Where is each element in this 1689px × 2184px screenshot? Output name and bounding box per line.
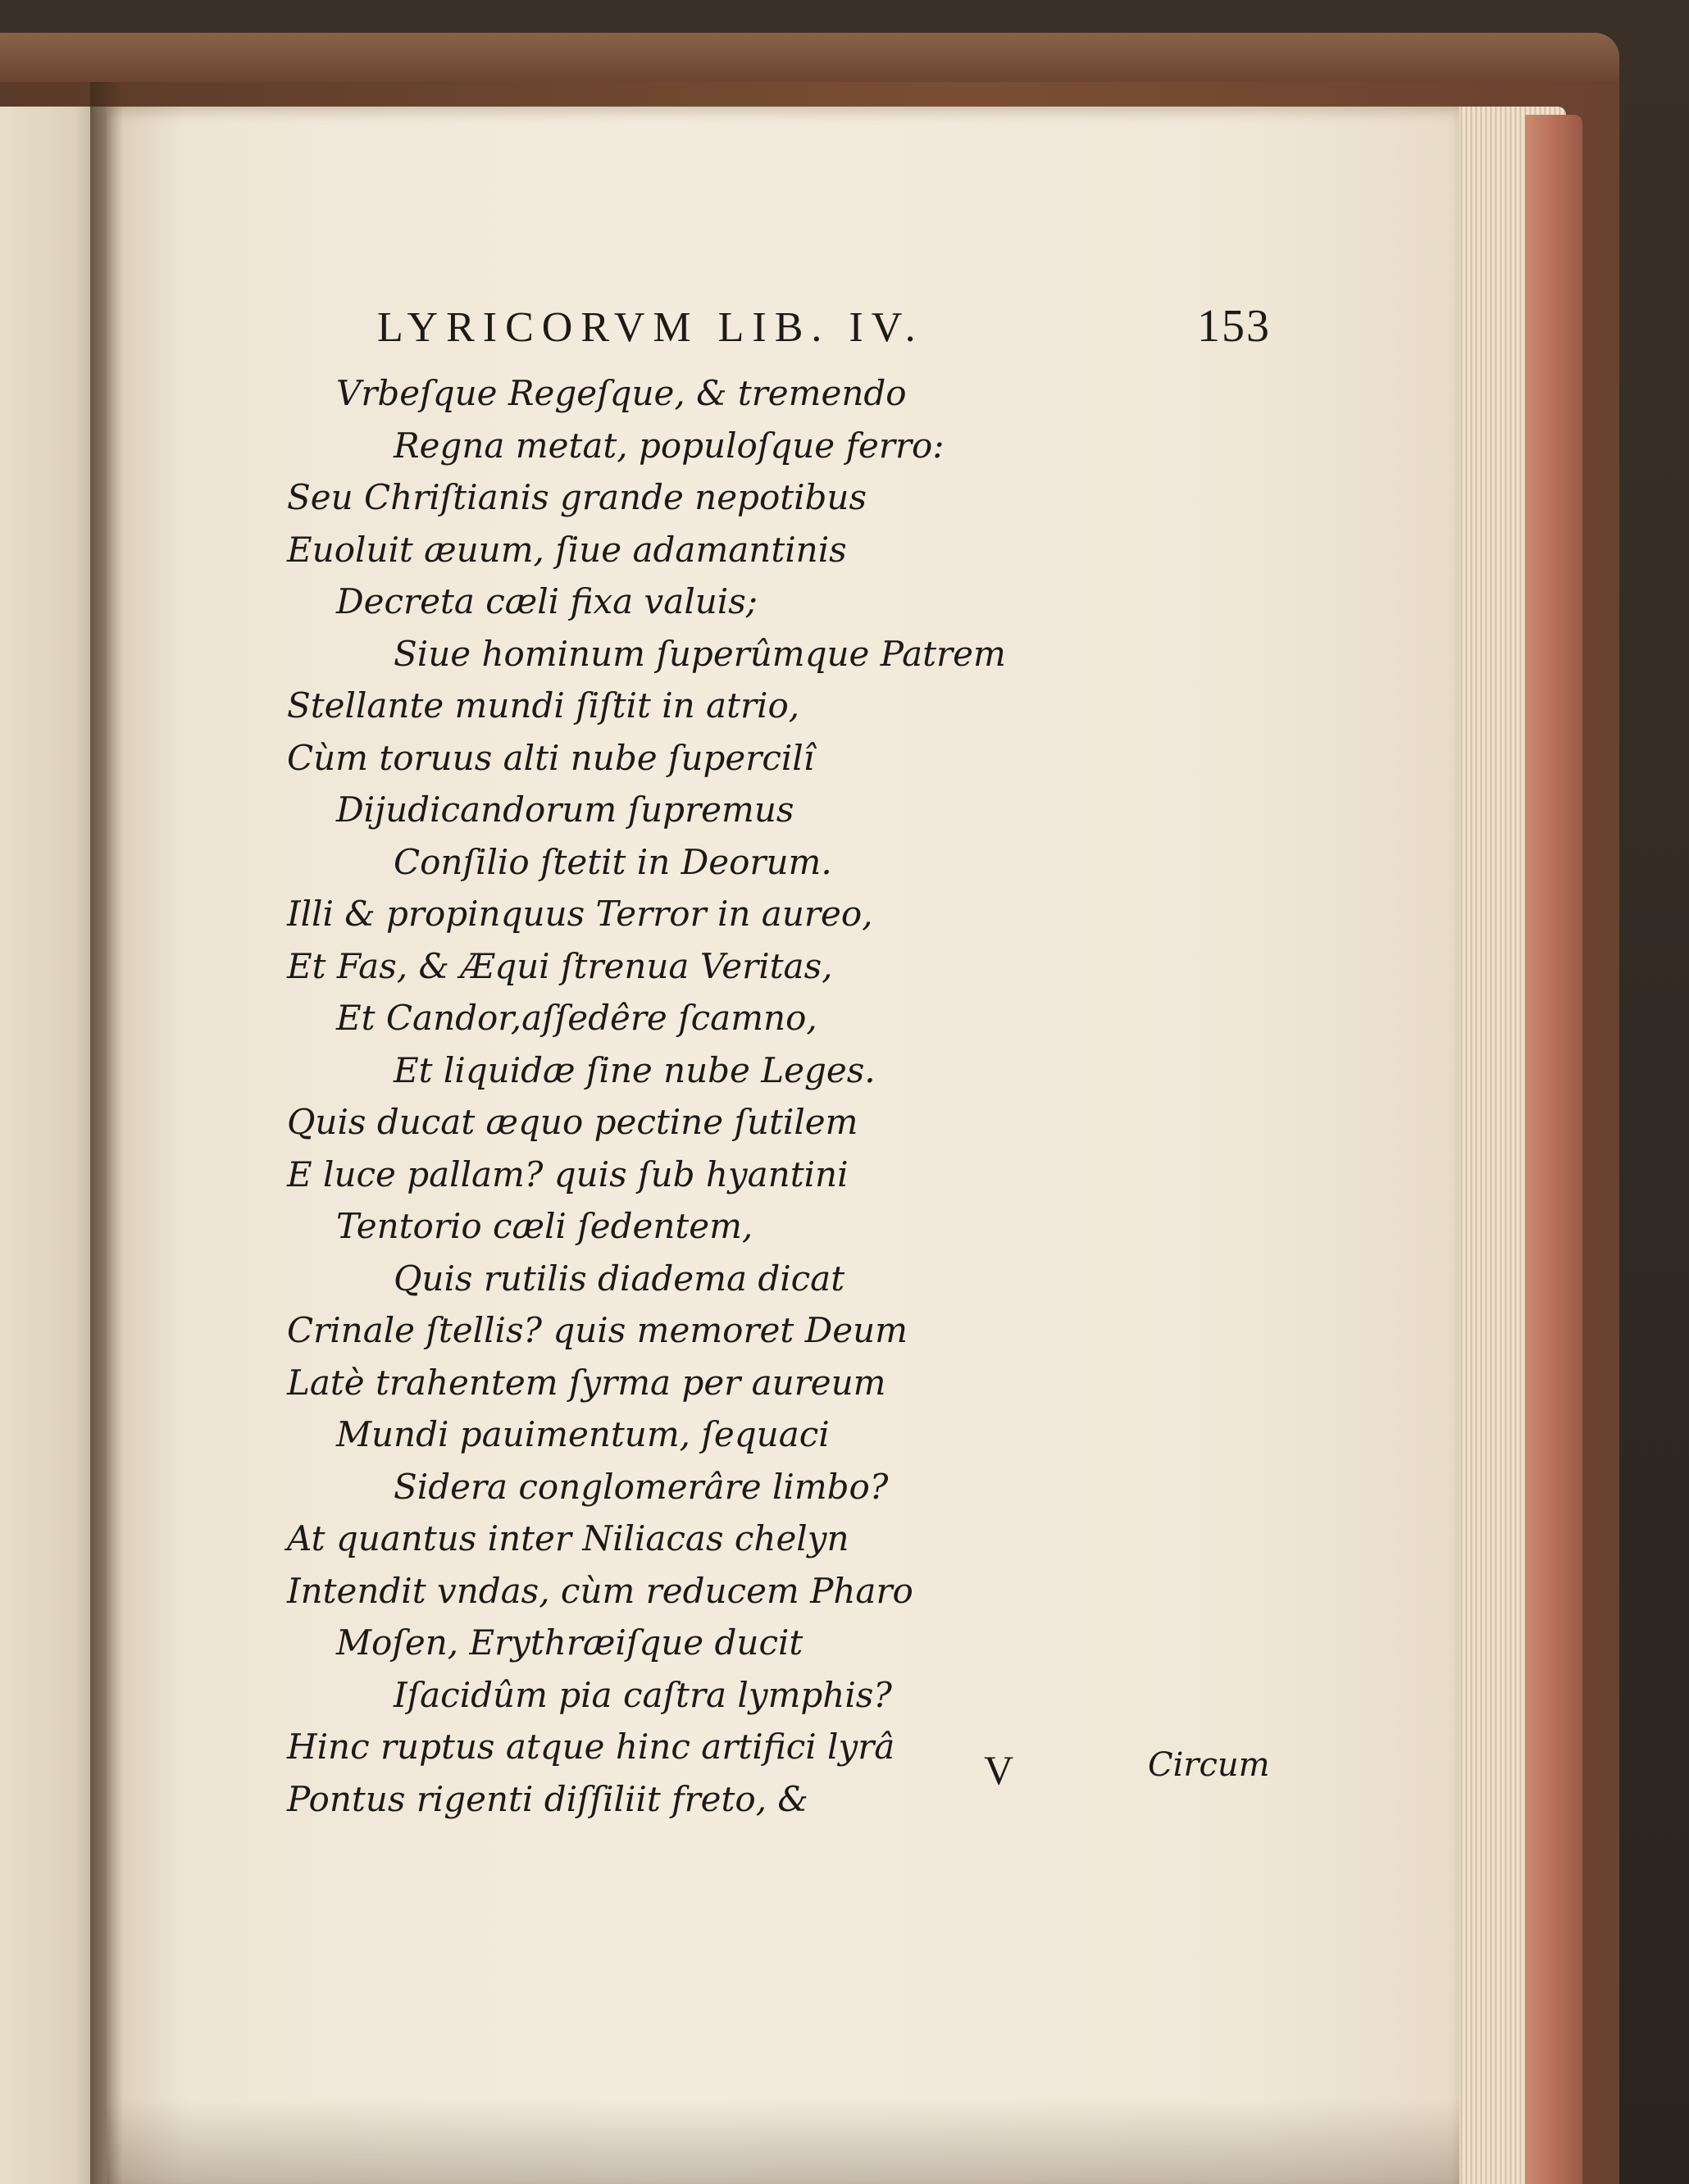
running-head-title: LYRICORVM LIB. IV.	[377, 304, 924, 351]
gutter-shadow	[90, 82, 123, 2184]
verse-line: Moſen, Erythræiſque ducit	[336, 1622, 804, 1663]
book-cover-top-edge	[0, 33, 1619, 82]
verse-line: Quis rutilis diadema dicat	[394, 1258, 845, 1299]
verse-line: Crinale ſtellis? quis memoret Deum	[287, 1310, 908, 1350]
page-bottom-shadow	[107, 2099, 1459, 2184]
verse-line: Et Candor,aſſedêre ſcamno,	[336, 998, 817, 1038]
verse-line: Cùm toruus alti nube ſupercilî	[287, 737, 815, 778]
page-number: 153	[1197, 301, 1271, 352]
verse-line: Stellante mundi ſiſtit in atrio,	[287, 685, 800, 726]
verse-line: Sidera conglomerâre limbo?	[394, 1466, 889, 1507]
verse-line: Et Fas, & Æqui ſtrenua Veritas,	[287, 945, 833, 986]
verse-line: Et liquidæ ſine nube Leges.	[394, 1049, 876, 1090]
verse-line: Seu Chriſtianis grande nepotibus	[287, 477, 867, 517]
catchword: Circum	[1148, 1746, 1270, 1784]
verse-line: E luce pallam? quis ſub hyantini	[287, 1153, 849, 1194]
verse-line: Quis ducat æquo pectine ſutilem	[287, 1102, 858, 1142]
verse-line: Intendit vndas, cùm reducem Pharo	[287, 1570, 913, 1611]
fore-edge-red-stain	[1525, 115, 1582, 2184]
book-page	[107, 107, 1459, 2184]
poem-text-block	[287, 367, 1353, 1825]
verse-line: Latè trahentem ſyrma per aureum	[287, 1362, 886, 1403]
verse-line: Mundi pauimentum, ſequaci	[336, 1414, 830, 1454]
verse-line: At quantus inter Niliacas chelyn	[287, 1518, 849, 1558]
verse-line: Siue hominum ſuperûmque Patrem	[394, 633, 1006, 674]
verse-line: Pontus rigenti diſſiliit freto, &	[287, 1778, 808, 1819]
verse-line: Hinc ruptus atque hinc artifici lyrâ	[287, 1727, 895, 1767]
verse-line: Dijudicandorum ſupremus	[336, 789, 794, 830]
verse-line: Illi & propinquus Terror in aureo,	[287, 894, 873, 934]
verse-line: Tentorio cæli ſedentem,	[336, 1206, 753, 1246]
verse-line: Vrbeſque Regeſque, & tremendo	[336, 373, 907, 413]
verse-line: Iſacidûm pia caſtra lymphis?	[394, 1674, 892, 1715]
verse-line: Euoluit æuum, ſiue adamantinis	[287, 529, 847, 570]
verse-line: Decreta cæli fixa valuis;	[336, 581, 758, 621]
verse-line: Regna metat, populoſque ferro:	[394, 425, 945, 466]
signature-mark: V	[984, 1747, 1014, 1793]
running-head	[377, 303, 1279, 369]
verse-line: Conſilio ſtetit in Deorum.	[394, 841, 832, 882]
